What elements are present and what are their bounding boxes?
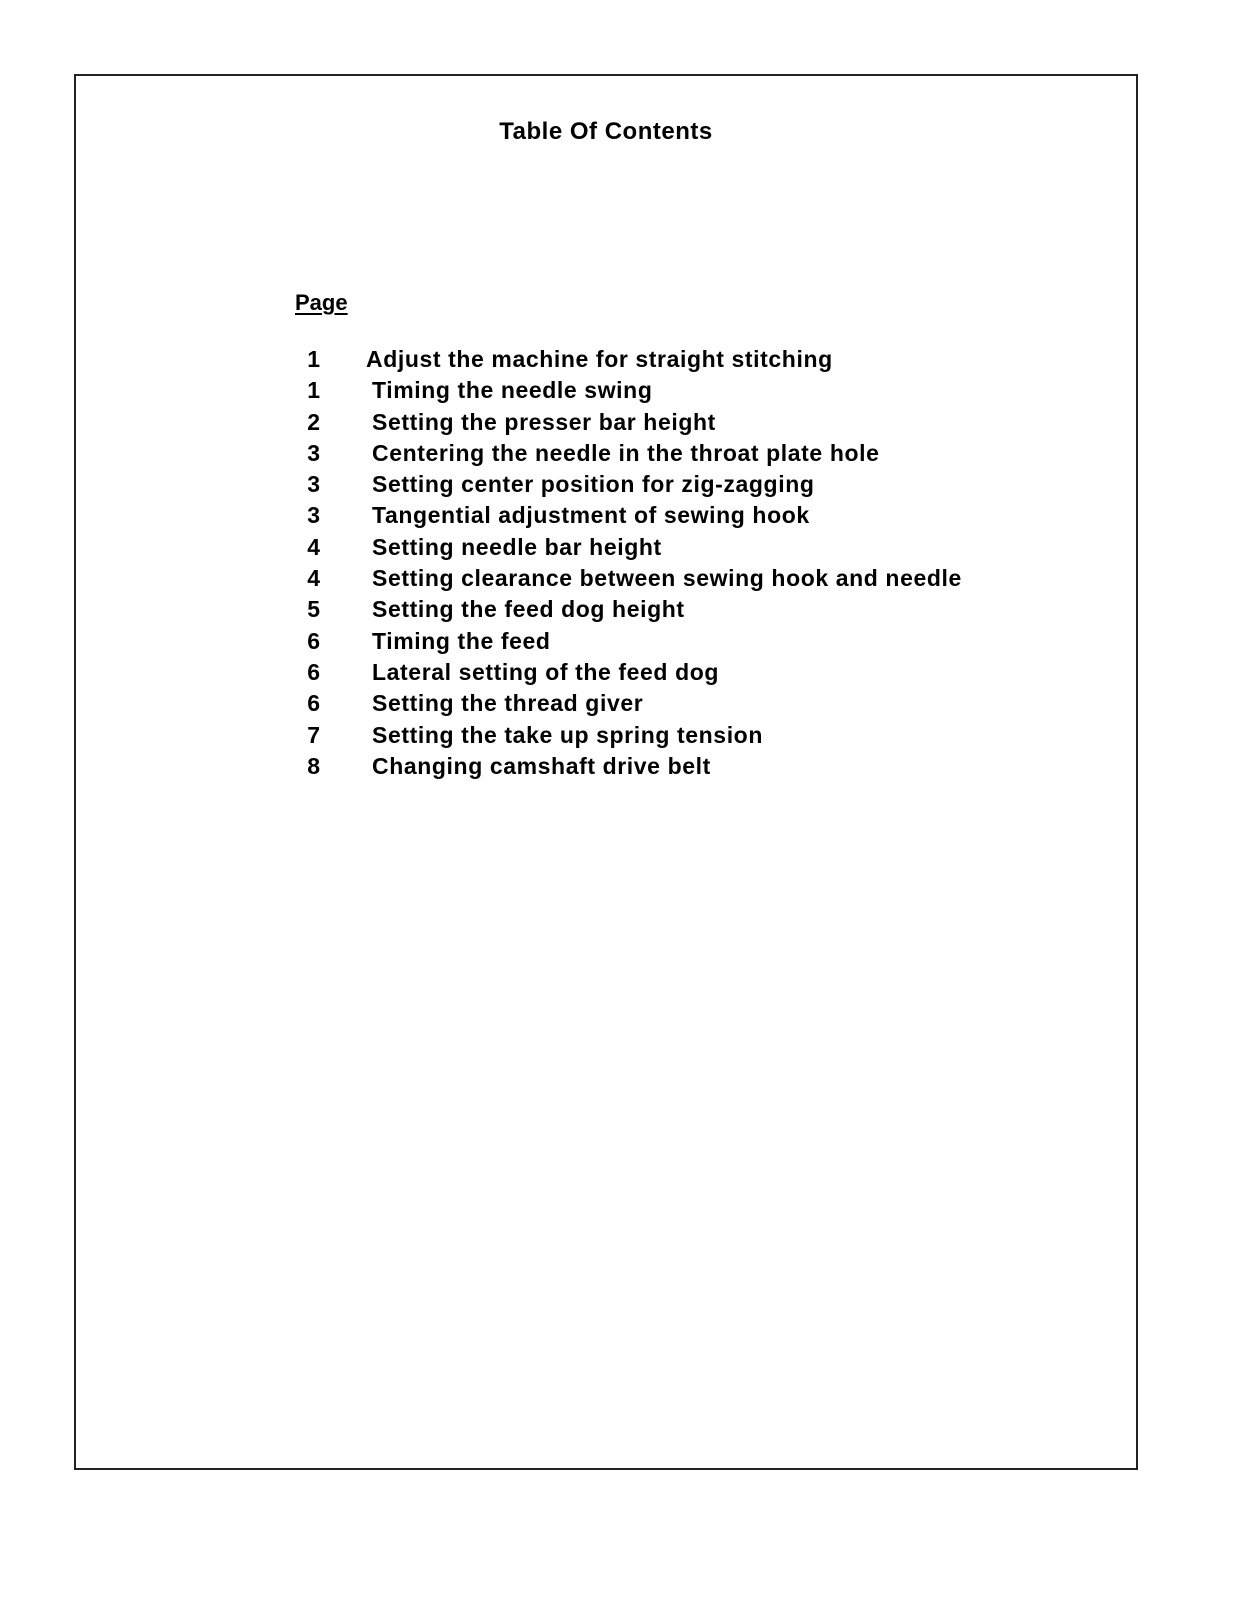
- toc-entry-title: Setting the presser bar height: [372, 408, 716, 435]
- toc-page-number: 6: [307, 627, 321, 654]
- toc-page-number: 6: [307, 690, 321, 717]
- toc-page-number: 2: [307, 408, 321, 435]
- toc-entry-title: Timing the needle swing: [372, 377, 653, 404]
- toc-page-number: 4: [307, 565, 321, 592]
- toc-page-number: 5: [307, 596, 321, 623]
- toc-entry-title: Setting clearance between sewing hook and needle: [372, 565, 962, 592]
- toc-entry-title: Setting the feed dog height: [372, 596, 685, 623]
- toc-entry-title: Changing camshaft drive belt: [372, 752, 711, 779]
- toc-entry-title: Tangential adjustment of sewing hook: [372, 502, 810, 529]
- toc-page-number: 8: [307, 752, 321, 779]
- page-frame: [74, 74, 1138, 1470]
- toc-entry-title: Timing the feed: [372, 627, 551, 654]
- toc-entry-title: Centering the needle in the throat plate hole: [372, 439, 880, 466]
- page-title: Table Of Contents: [499, 118, 713, 145]
- toc-entry-title: Adjust the machine for straight stitching: [366, 346, 833, 372]
- toc-entry-title: Setting needle bar height: [372, 533, 662, 560]
- toc-page-number: 3: [307, 502, 321, 529]
- toc-page-number: 1: [307, 346, 321, 372]
- toc-page-number: 6: [307, 658, 321, 685]
- toc-entry-title: Setting the thread giver: [372, 690, 644, 717]
- toc-page-number: 3: [307, 439, 321, 466]
- toc-page-number: 4: [307, 533, 321, 560]
- toc-entry-title: Lateral setting of the feed dog: [372, 658, 720, 685]
- page-column-header: Page: [295, 290, 348, 315]
- toc-entry-title: Setting center position for zig-zagging: [372, 471, 815, 498]
- toc-page-number: 3: [307, 471, 321, 498]
- toc-page-number: 7: [307, 721, 321, 748]
- toc-entry-title: Setting the take up spring tension: [372, 721, 763, 748]
- toc-page-number: 1: [307, 377, 321, 404]
